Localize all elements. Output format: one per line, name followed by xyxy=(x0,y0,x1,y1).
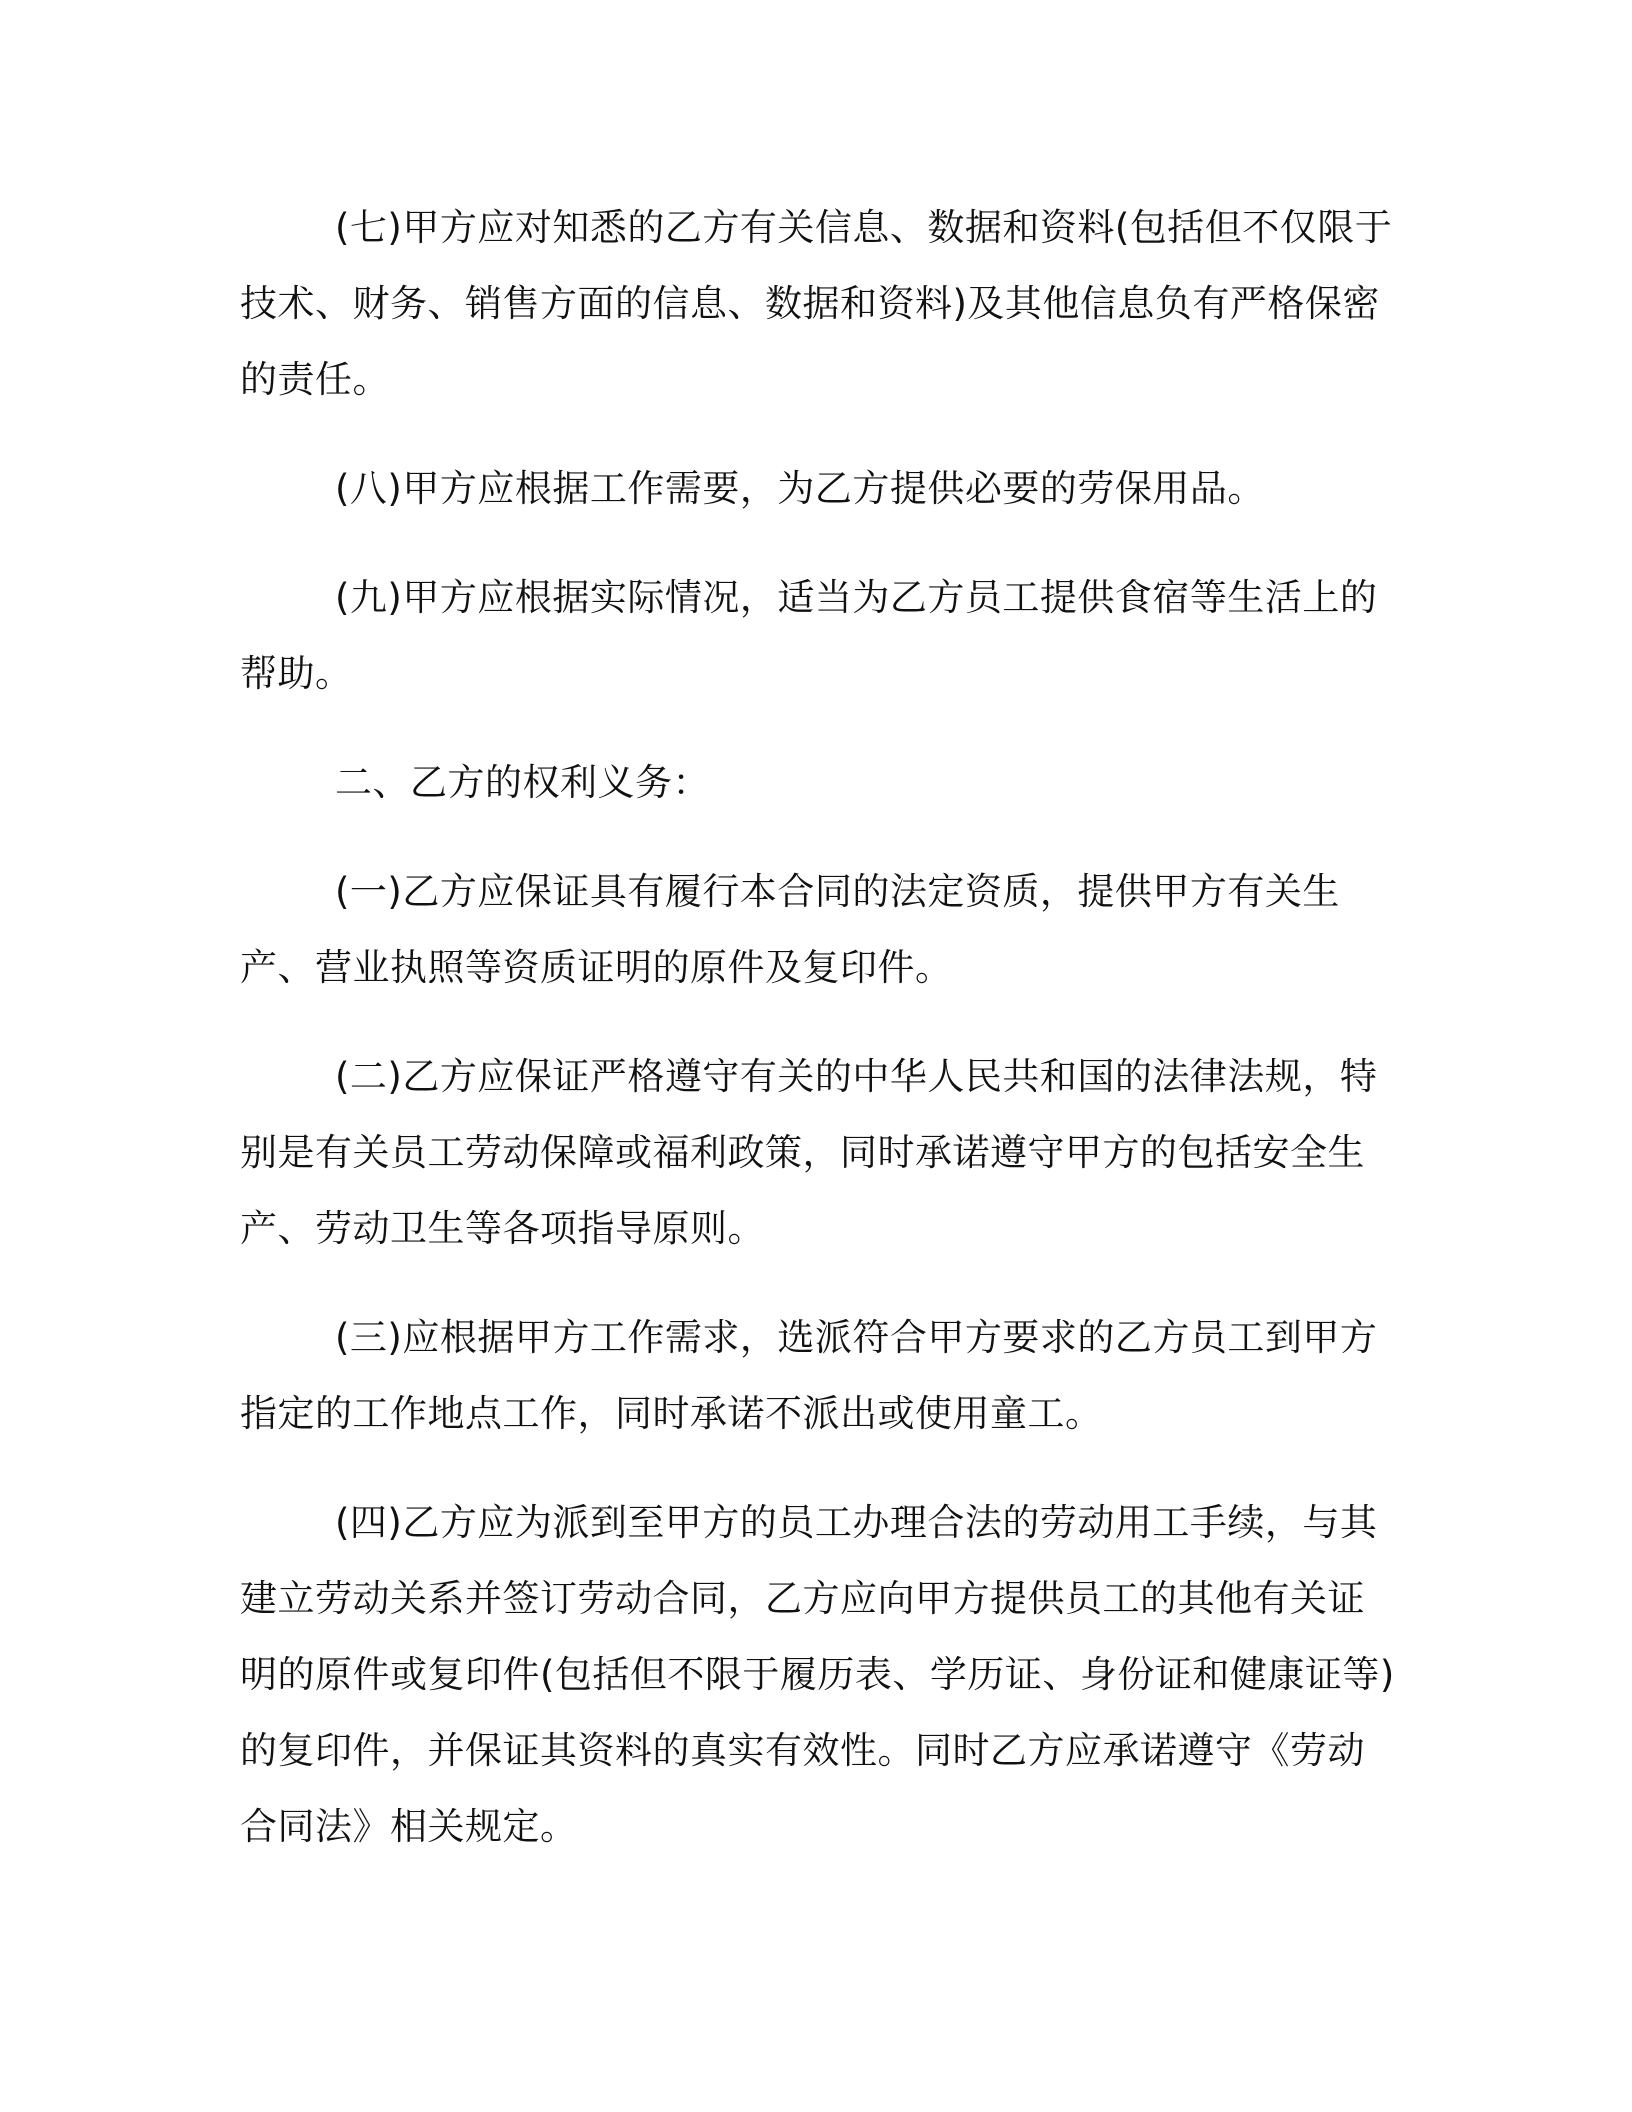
paragraph-clause-8: (八)甲方应根据工作需要，为乙方提供必要的劳保用品。 xyxy=(335,467,1265,510)
paragraph-clause-9: (九)甲方应根据实际情况，适当为乙方员工提供食宿等生活上的帮助。 xyxy=(240,576,1378,695)
paragraph-clause-7: (七)甲方应对知悉的乙方有关信息、数据和资料(包括但不仅限于技术、财务、销售方面的信息、数据和资料)及其他信息负有严格保密的责任。 xyxy=(240,206,1393,401)
paragraph-clause-b3: (三)应根据甲方工作需求，选派符合甲方要求的乙方员工到甲方指定的工作地点工作，同时承诺不派出或使用童工。 xyxy=(240,1316,1378,1435)
document-page xyxy=(240,190,1400,1898)
paragraph-clause-b4: (四)乙方应为派到至甲方的员工办理合法的劳动用工手续，与其建立劳动关系并签订劳动合同，乙方应向甲方提供员工的其他有关证明的原件或复印件(包括但不限于履历表、学历证、身份证和健康证等)的复印件，并保证其资料的真实有效性。同时乙方应承诺遵守《劳动合同法》相关规定。 xyxy=(240,1501,1395,1848)
paragraph-clause-b2: (二)乙方应保证严格遵守有关的中华人民共和国的法律法规，特别是有关员工劳动保障或福利政策，同时承诺遵守甲方的包括安全生产、劳动卫生等各项指导原则。 xyxy=(240,1055,1378,1250)
paragraph-clause-b1: (一)乙方应保证具有履行本合同的法定资质，提供甲方有关生产、营业执照等资质证明的原件及复印件。 xyxy=(240,870,1340,989)
section-heading-party-b: 二、乙方的权利义务： xyxy=(335,761,710,804)
